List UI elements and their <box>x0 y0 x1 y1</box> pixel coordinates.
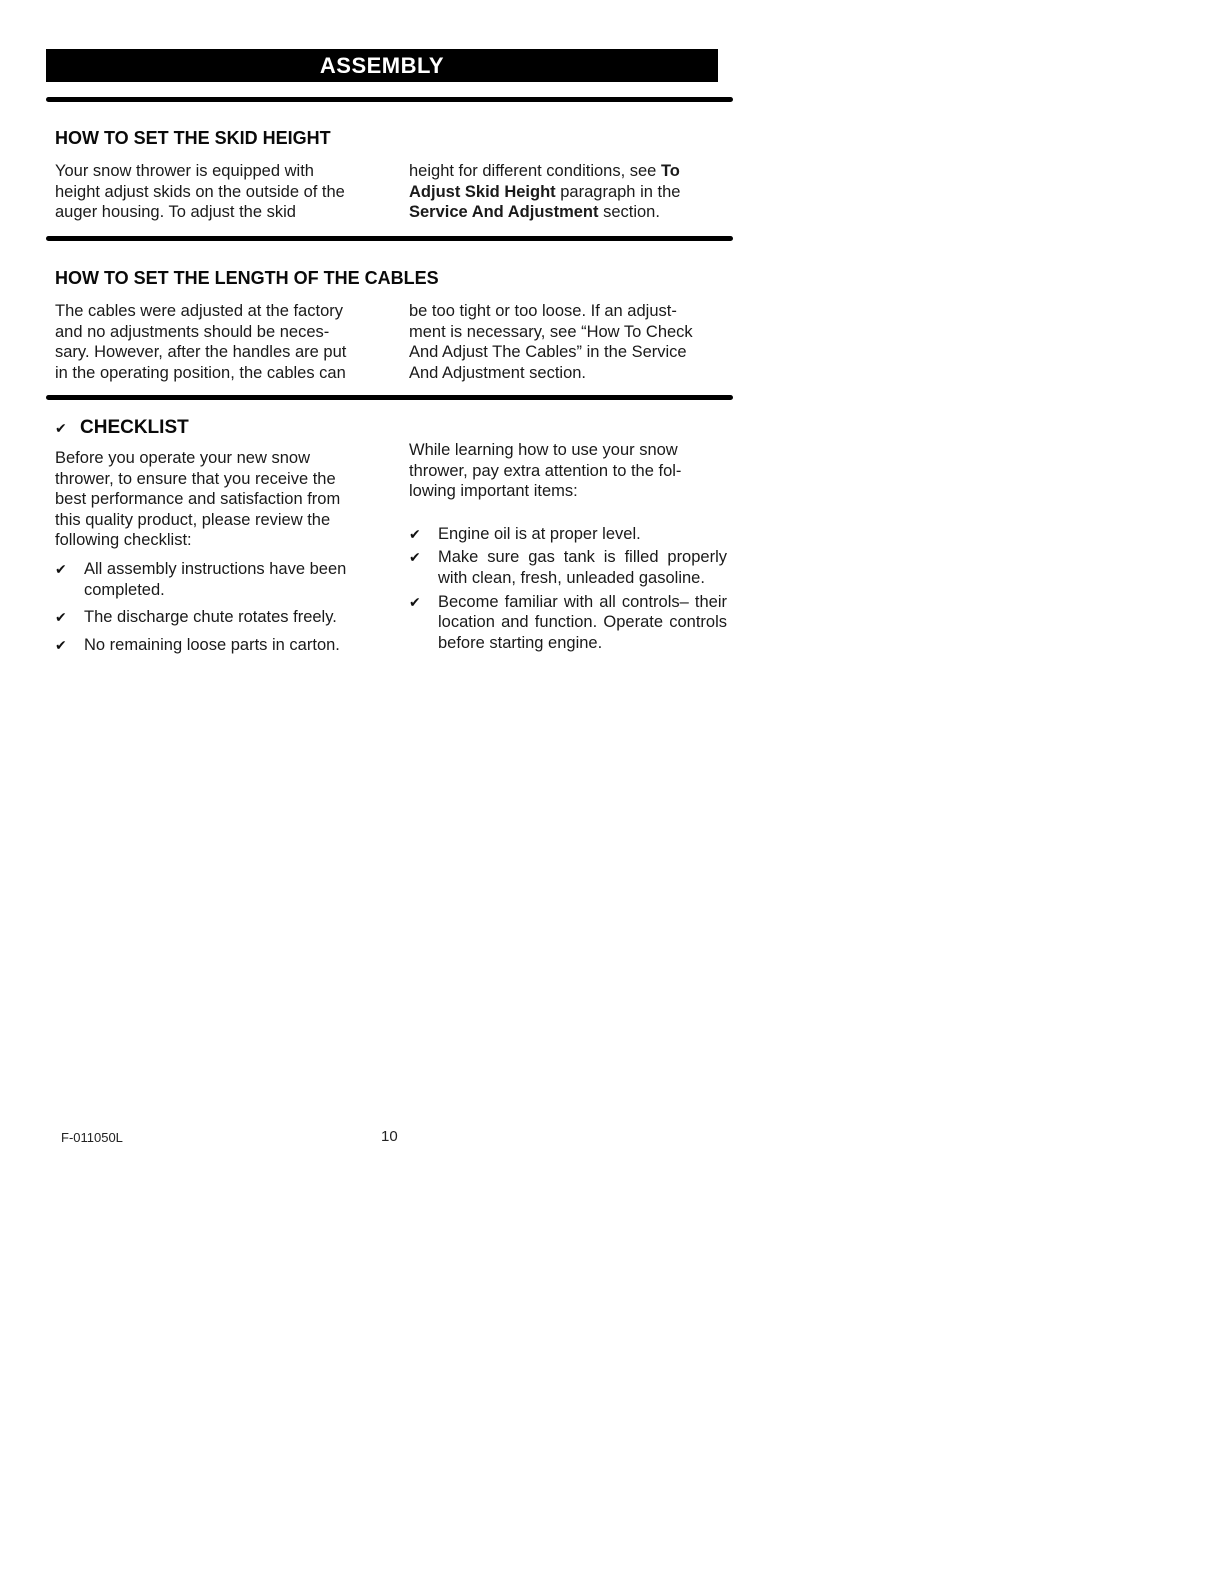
banner-title: ASSEMBLY <box>319 53 445 78</box>
list-item-text: Make sure gas tank is filled properly with clean, fresh, unleaded gasoline. <box>438 548 727 587</box>
list-item <box>409 592 727 654</box>
text-run: height for different conditions, see <box>409 162 661 180</box>
text-line: The cables were adjusted at the factory <box>55 302 343 320</box>
checklist-items-right <box>409 524 727 654</box>
cables-heading: HOW TO SET THE LENGTH OF THE CABLES <box>55 268 439 288</box>
checkmark-icon: ✔ <box>409 549 421 566</box>
skid-height-text-right <box>409 161 727 223</box>
skid-height-heading: HOW TO SET THE SKID HEIGHT <box>55 128 331 148</box>
text-run: paragraph in the <box>555 182 681 201</box>
list-item <box>55 607 377 628</box>
list-item-text: No remaining loose parts in carton. <box>84 635 340 654</box>
bold-reference: Service And Adjustment <box>409 203 599 222</box>
cables-text-right <box>409 301 727 383</box>
text-line: best performance and satisfaction from <box>55 490 341 509</box>
text-line: lowing important items: <box>409 482 578 501</box>
bold-reference: Adjust Skid Height <box>409 182 556 201</box>
checklist-left-column <box>55 448 377 655</box>
document-code: F-011050L <box>61 1130 123 1145</box>
text-line: Your snow thrower is equipped with <box>55 162 314 180</box>
checklist-title: CHECKLIST <box>80 417 189 438</box>
text-line: And Adjust The Cables” in the Service <box>409 343 687 362</box>
cables-text-left <box>55 301 377 383</box>
checklist-items-left <box>55 559 377 655</box>
checkmark-icon: ✔ <box>55 609 67 626</box>
text-line: Before you operate your new snow <box>55 449 310 467</box>
text-line: this quality product, please review the <box>55 510 331 529</box>
checkmark-icon: ✔ <box>55 560 67 577</box>
text-line <box>409 182 727 203</box>
divider-rule <box>46 236 733 241</box>
text-line: sary. However, after the handles are put <box>55 343 347 362</box>
text-line: following checklist: <box>55 531 192 550</box>
skid-height-text-left <box>55 161 377 223</box>
checklist-heading <box>55 417 189 439</box>
text-line: auger housing. To adjust the skid <box>55 203 296 222</box>
text-run: section. <box>598 203 660 222</box>
list-item-text: Engine oil is at proper level. <box>438 524 641 543</box>
checkmark-icon: ✔ <box>409 525 421 542</box>
text-line: thrower, to ensure that you receive the <box>55 469 336 488</box>
list-item-text: Become familiar with all controls– their location and function. Operate controls before starting engine. <box>438 592 727 652</box>
checkmark-icon: ✔ <box>55 420 67 436</box>
list-item-text: All assembly instructions have been completed. <box>84 559 347 599</box>
list-item <box>409 524 727 545</box>
list-item-text: The discharge chute rotates freely. <box>84 608 337 627</box>
bold-reference: To <box>660 162 680 180</box>
page-number: 10 <box>381 1128 398 1145</box>
checklist-right-column <box>409 440 727 653</box>
text-line <box>409 202 727 223</box>
text-line: be too tight or too loose. If an adjust- <box>409 302 677 320</box>
text-line: While learning how to use your snow <box>409 441 678 459</box>
text-line: in the operating position, the cables can <box>55 363 346 382</box>
text-line: ment is necessary, see “How To Check <box>409 322 693 341</box>
list-item <box>55 635 377 656</box>
divider-rule <box>46 395 733 400</box>
checkmark-icon: ✔ <box>55 636 67 653</box>
checkmark-icon: ✔ <box>409 593 421 610</box>
list-item <box>409 547 727 588</box>
text-line: And Adjustment section. <box>409 363 587 382</box>
list-item <box>55 559 377 600</box>
divider-rule <box>46 97 733 102</box>
text-line: and no adjustments should be neces- <box>55 322 330 341</box>
text-line: height adjust skids on the outside of the <box>55 182 345 201</box>
text-line <box>409 161 727 182</box>
section-banner <box>46 49 718 82</box>
text-line: thrower, pay extra attention to the fol- <box>409 461 682 480</box>
